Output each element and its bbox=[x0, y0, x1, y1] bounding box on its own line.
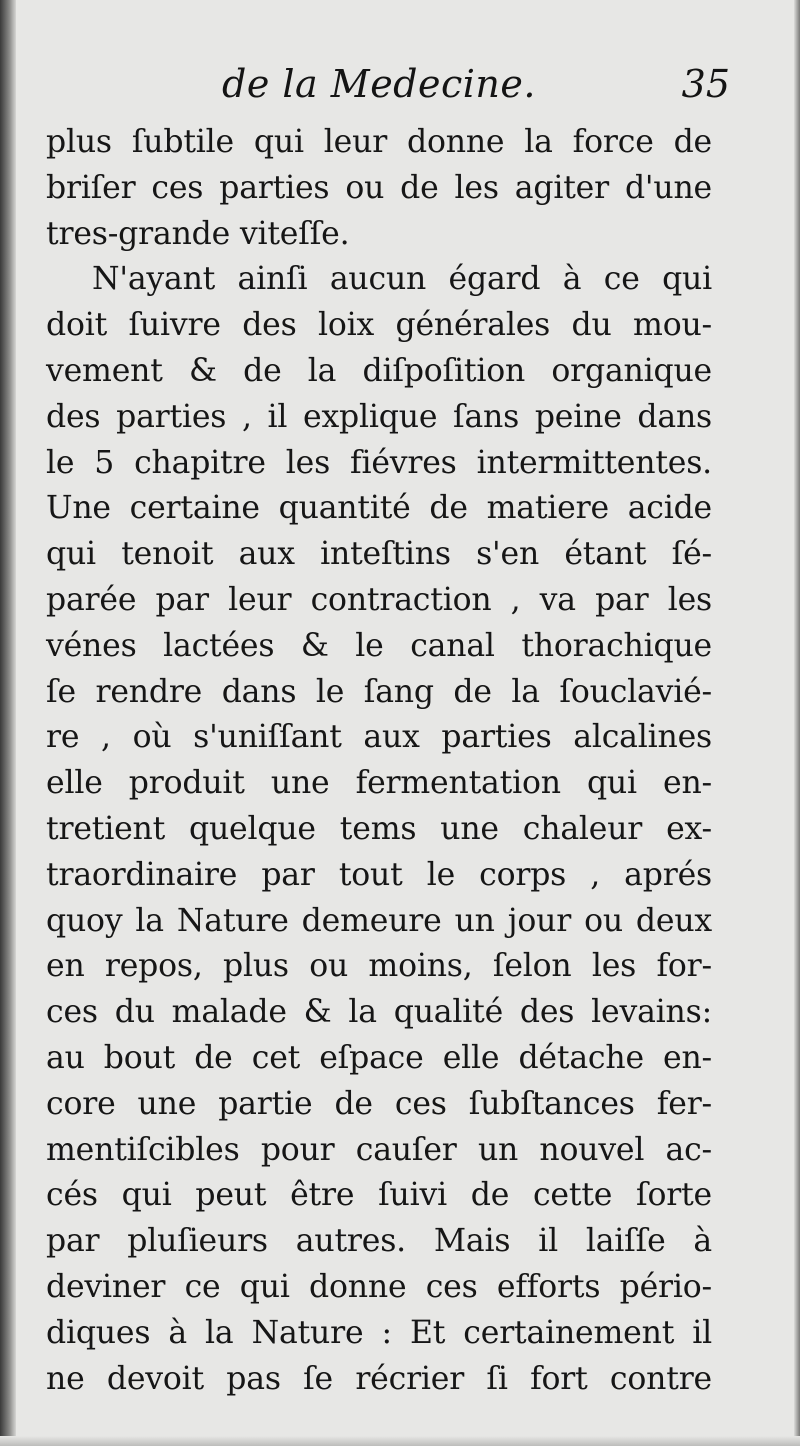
text-line: briſer ces parties ou de les agiter d'une bbox=[46, 169, 712, 206]
text-line: vénes lactées & le canal thorachique bbox=[46, 627, 712, 664]
text-line: Une certaine quantité de matiere acide bbox=[46, 490, 712, 527]
text-line: diques à la Nature : Et certainement il bbox=[46, 1314, 712, 1351]
text-line: ces du malade & la qualité des levains: bbox=[46, 994, 712, 1031]
text-line: core une partie de ces ſubſtances fer- bbox=[46, 1085, 712, 1122]
text-line: vement & de la diſpoſition organique bbox=[46, 352, 712, 389]
running-title: de la Medecine. bbox=[222, 62, 536, 106]
text-line: ſe rendre dans le ſang de la ſouclavié- bbox=[46, 673, 712, 710]
text-line: cés qui peut être ſuivi de cette ſorte bbox=[46, 1177, 712, 1214]
page-number: 35 bbox=[681, 62, 730, 106]
text-line: par pluſieurs autres. Mais il laiſſe à bbox=[46, 1223, 712, 1260]
text-line: N'ayant ainſi aucun égard à ce qui bbox=[92, 261, 712, 298]
text-line: en repos, plus ou moins, ſelon les for- bbox=[46, 948, 712, 985]
text-line: quoy la Nature demeure un jour ou deux bbox=[46, 902, 712, 939]
text-line: le 5 chapitre les fiévres intermittentes. bbox=[46, 444, 712, 481]
body-text bbox=[46, 120, 712, 1402]
page-edge-right bbox=[794, 0, 800, 1446]
text-line: tretient quelque tems une chaleur ex- bbox=[46, 810, 712, 847]
text-line: elle produit une fermentation qui en- bbox=[46, 765, 712, 802]
text-line: tres-grande viteſſe. bbox=[46, 215, 350, 252]
text-line: des parties , il explique ſans peine dans bbox=[46, 398, 712, 435]
text-line: traordinaire par tout le corps , aprés bbox=[46, 856, 712, 893]
text-line: au bout de cet eſpace elle détache en- bbox=[46, 1039, 712, 1076]
text-line: qui tenoit aux inteſtins s'en étant ſé- bbox=[46, 536, 712, 573]
text-line: re , où s'uniſſant aux parties alcalines bbox=[46, 719, 712, 756]
text-line: plus ſubtile qui leur donne la force de bbox=[46, 124, 712, 160]
page-edge-bottom bbox=[0, 1436, 800, 1446]
text-line: parée par leur contraction , va par les bbox=[46, 581, 712, 618]
text-line: deviner ce qui donne ces efforts pério- bbox=[46, 1268, 712, 1305]
text-line: doit ſuivre des loix générales du mou- bbox=[46, 307, 712, 344]
page-header bbox=[40, 62, 730, 120]
page-edge-left bbox=[0, 0, 16, 1446]
text-line: mentiſcibles pour cauſer un nouvel ac- bbox=[46, 1131, 712, 1168]
text-line: ne devoit pas ſe récrier ſi fort contre bbox=[46, 1360, 712, 1397]
